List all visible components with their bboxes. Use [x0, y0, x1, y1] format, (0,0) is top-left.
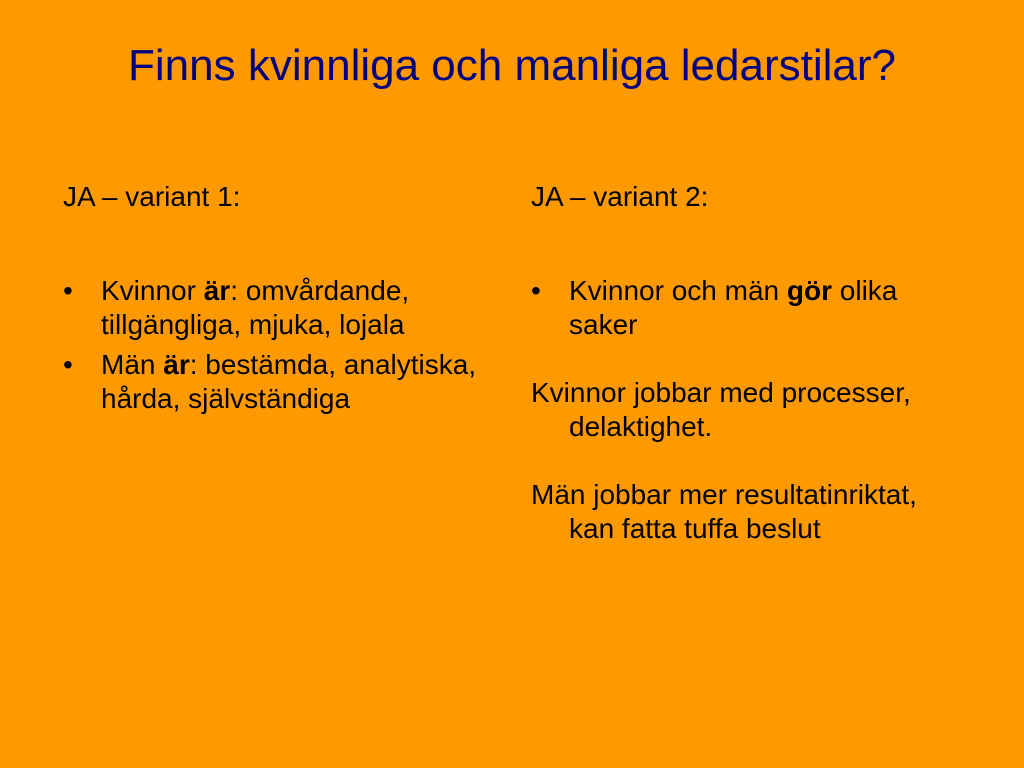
bullet-text: : omvårdande, tillgängliga, mjuka, lojala: [101, 275, 410, 340]
bullet-icon: •: [63, 349, 73, 380]
list-item: [531, 274, 951, 342]
bullet-icon: •: [531, 275, 541, 306]
list-item: [63, 274, 493, 342]
bullet-bold-text: är: [163, 349, 190, 380]
left-bullet-list: [63, 274, 493, 416]
bullet-text: Kvinnor och män: [569, 275, 787, 306]
list-item: [63, 348, 493, 416]
left-heading: JA – variant 1:: [63, 181, 241, 212]
bullet-bold-text: är: [203, 275, 231, 306]
bullet-bold-text: gör: [786, 275, 832, 306]
paragraph-men: Män jobbar mer resultatinriktat, kan fatta tuffa beslut: [531, 479, 917, 544]
bullet-icon: •: [63, 275, 73, 306]
right-bullet-list: [531, 274, 951, 342]
left-column: [63, 180, 493, 422]
slide-title: Finns kvinnliga och manliga ledarstilar?: [128, 41, 896, 90]
bullet-text: olika saker: [569, 275, 898, 340]
bullet-text: Män: [101, 349, 164, 380]
paragraph-women: Kvinnor jobbar med processer, delaktighet.: [531, 377, 911, 442]
right-column: [531, 180, 951, 546]
right-heading: JA – variant 2:: [531, 181, 709, 212]
bullet-text: : bestämda, analytiska, hårda, självständiga: [101, 349, 477, 414]
bullet-text: Kvinnor: [101, 275, 204, 306]
